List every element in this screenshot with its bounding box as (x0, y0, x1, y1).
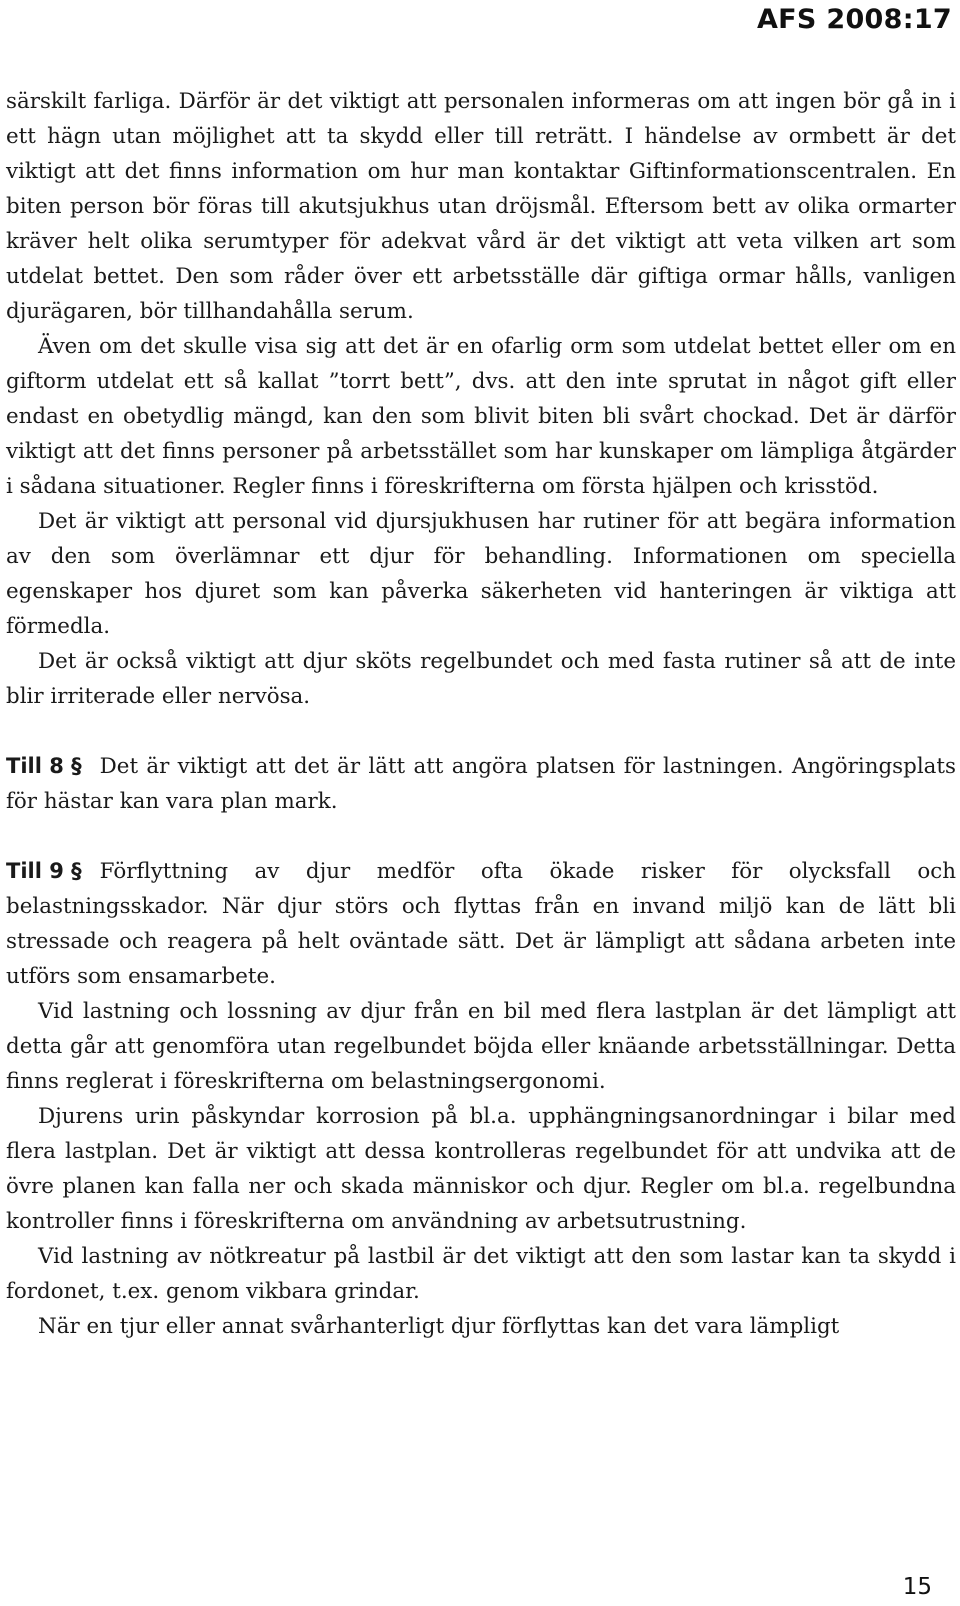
section-9 (6, 854, 956, 994)
paragraph: Vid lastning och lossning av djur från en bil med flera lastplan är det lämpligt att detta går att genomföra utan regelbundet böjda eller knäande arbetsställningar. Detta finns reglerat i föreskrifterna om belastningsergonomi. (6, 999, 956, 1094)
paragraph: Även om det skulle visa sig att det är en ofarlig orm som utdelat bettet eller om en giftorm utdelat ett så kallat ”torrt bett”, dvs. att den inte sprutat in något gift eller endast en obetydlig mängd, kan den som blivit biten bli svårt chockad. Det är därför viktigt att det finns personer på arbetsstället som har kunskaper om lämpliga åtgärder i sådana situationer. Regler finns i föreskrifterna om första hjälpen och krisstöd. (6, 334, 956, 499)
section-9-label: Till 9 § (6, 859, 82, 883)
paragraph: När en tjur eller annat svårhanterligt djur förflyttas kan det vara lämpligt (38, 1314, 840, 1339)
paragraph: särskilt farliga. Därför är det viktigt att personalen informeras om att ingen bör gå in i ett hägn utan möjlighet att ta skydd eller till reträtt. I händelse av ormbett är det viktigt att det finns information om hur man kontaktar Giftinformationscentralen. En biten person bör föras till akutsjukhus utan dröjsmål. Eftersom bett av olika ormarter kräver helt olika serumtyper för adekvat vård är det viktigt att veta vilken art som utdelat bettet. Den som råder över ett arbetsställe där giftiga ormar hålls, vanligen djurägaren, bör tillhandahålla serum. (6, 89, 956, 324)
paragraph: Djurens urin påskyndar korrosion på bl.a. upphängningsanordningar i bilar med flera lastplan. Det är viktigt att dessa kontrolleras regelbundet för att undvika att de övre planen kan falla ner och skada människor och djur. Regler om bl.a. regelbundna kontroller finns i föreskrifterna om användning av arbetsutrustning. (6, 1104, 956, 1234)
section-8-label: Till 8 § (6, 754, 82, 778)
paragraph: Det är också viktigt att djur sköts regelbundet och med fasta rutiner så att de inte blir irriterade eller nervösa. (6, 649, 956, 709)
page-number: 15 (902, 1574, 932, 1600)
document-code: AFS 2008:17 (756, 4, 952, 35)
body-text (6, 84, 956, 1344)
section-9-text: Förflyttning av djur medför ofta ökade risker för olycksfall och belastningsskador. När djur störs och flyttas från en invand miljö kan de lätt bli stressade och reagera på helt oväntade sätt. Det är lämpligt att sådana arbeten inte utförs som ensamarbete. (6, 859, 956, 989)
section-8 (6, 749, 956, 819)
paragraph: Vid lastning av nötkreatur på lastbil är det viktigt att den som lastar kan ta skydd i fordonet, t.ex. genom vikbara grindar. (6, 1244, 956, 1304)
section-8-text: Det är viktigt att det är lätt att angöra platsen för lastningen. Angöringsplats för hästar kan vara plan mark. (6, 754, 956, 814)
paragraph: Det är viktigt att personal vid djursjukhusen har rutiner för att begära information av den som överlämnar ett djur för behandling. Informationen om speciella egenskaper hos djuret som kan påverka säkerheten vid hanteringen är viktiga att förmedla. (6, 509, 956, 639)
